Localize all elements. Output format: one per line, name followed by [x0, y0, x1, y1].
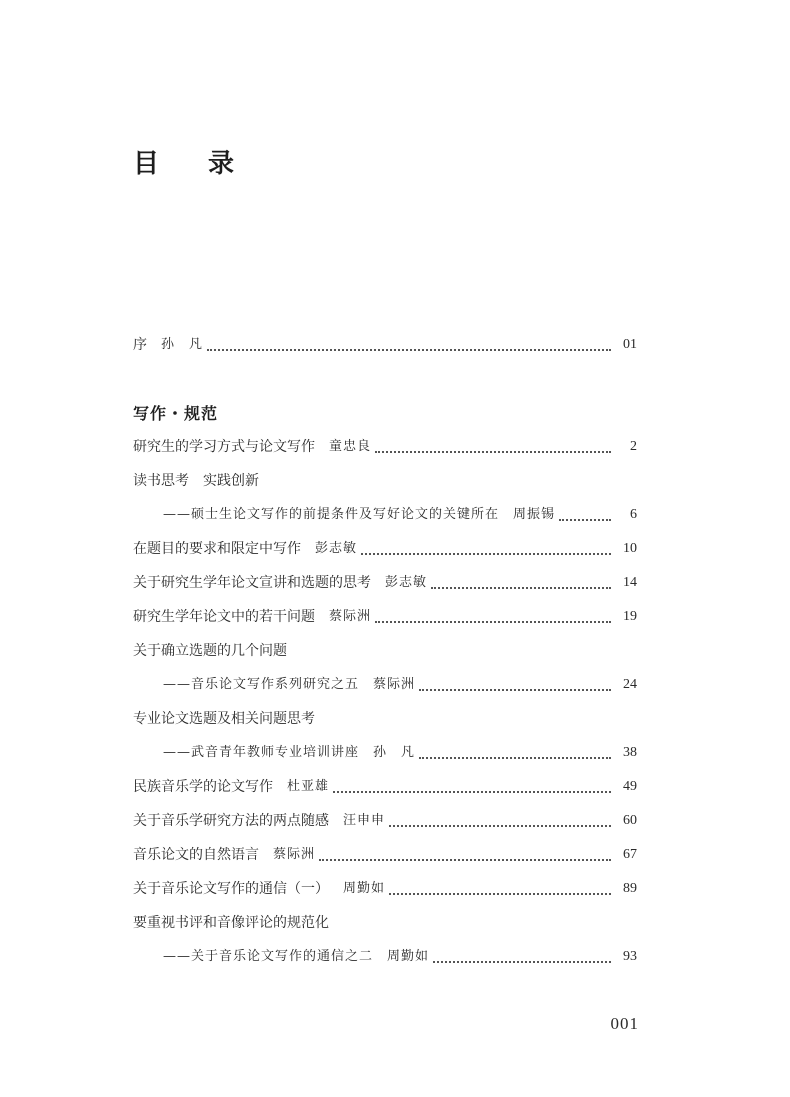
dot-leader — [319, 859, 611, 861]
entry-subtitle: ——武音青年教师专业培训讲座 — [163, 745, 360, 760]
dot-leader — [375, 621, 611, 623]
entry-author: 彭志敏 — [315, 541, 358, 556]
entry-author: 蔡际洲 — [329, 609, 372, 624]
entry-title[interactable]: 读书思考 实践创新 — [133, 473, 259, 489]
toc-entry[interactable] — [133, 572, 637, 594]
toc-heading: 目 录 — [133, 149, 255, 179]
entry-subtitle: ——关于音乐论文写作的通信之二 — [163, 949, 374, 964]
entry-author: 周勤如 — [387, 949, 430, 964]
entry-title[interactable]: 要重视书评和音像评论的规范化 — [133, 915, 329, 931]
dot-leader — [389, 893, 611, 895]
toc-entry[interactable] — [163, 674, 637, 696]
toc-entry[interactable] — [133, 776, 637, 798]
entry-title: 在题目的要求和限定中写作 — [133, 541, 301, 557]
entry-page: 19 — [623, 609, 637, 624]
entry-author: 杜亚雄 — [287, 779, 330, 794]
toc-entry[interactable] — [133, 878, 637, 900]
toc-entry[interactable] — [163, 504, 637, 526]
entry-author: 彭志敏 — [385, 575, 428, 590]
entry-author: 周勤如 — [343, 881, 386, 896]
entry-title: 关于音乐论文写作的通信（一） — [133, 881, 329, 897]
entry-title: 研究生的学习方式与论文写作 — [133, 439, 315, 455]
entry-title[interactable]: 专业论文选题及相关问题思考 — [133, 711, 315, 727]
entry-page: 10 — [623, 541, 637, 556]
toc-entry[interactable] — [163, 946, 637, 968]
toc-entry[interactable] — [133, 606, 637, 628]
entry-page: 01 — [623, 337, 637, 352]
entry-page: 24 — [623, 677, 637, 692]
toc-entry[interactable] — [133, 436, 637, 458]
dot-leader — [559, 519, 611, 521]
entry-page: 49 — [623, 779, 637, 794]
entry-page: 60 — [623, 813, 637, 828]
entry-page: 93 — [623, 949, 637, 964]
entry-title[interactable]: 关于确立选题的几个问题 — [133, 643, 287, 659]
toc-entry-preface[interactable] — [133, 334, 637, 356]
entry-author: 周振锡 — [513, 507, 556, 522]
dot-leader — [361, 553, 611, 555]
entry-title: 音乐论文的自然语言 — [133, 847, 259, 863]
dot-leader — [207, 349, 611, 351]
entry-author: 孙 凡 — [373, 745, 416, 760]
entry-page: 67 — [623, 847, 637, 862]
entry-subtitle: ——音乐论文写作系列研究之五 — [163, 677, 360, 692]
toc-entry[interactable] — [133, 810, 637, 832]
toc-entry[interactable] — [133, 538, 637, 560]
entry-title: 研究生学年论文中的若干问题 — [133, 609, 315, 625]
entry-author: 蔡际洲 — [273, 847, 316, 862]
toc-entry[interactable] — [133, 844, 637, 866]
toc-entry[interactable] — [163, 742, 637, 764]
dot-leader — [375, 451, 611, 453]
entry-page: 6 — [630, 507, 637, 522]
entry-page: 38 — [623, 745, 637, 760]
dot-leader — [419, 757, 611, 759]
entry-title: 关于研究生学年论文宣讲和选题的思考 — [133, 575, 371, 591]
dot-leader — [389, 825, 611, 827]
dot-leader — [419, 689, 611, 691]
entry-title: 序 — [133, 337, 147, 353]
dot-leader — [333, 791, 611, 793]
entry-author: 童忠良 — [329, 439, 372, 454]
entry-page: 2 — [630, 439, 637, 454]
page-number: 001 — [610, 1014, 639, 1033]
dot-leader — [431, 587, 611, 589]
entry-title: 关于音乐学研究方法的两点随感 — [133, 813, 329, 829]
section-heading: 写作・规范 — [133, 404, 219, 423]
entry-author: 蔡际洲 — [373, 677, 416, 692]
entry-page: 14 — [623, 575, 637, 590]
entry-subtitle: ——硕士生论文写作的前提条件及写好论文的关键所在 — [163, 507, 500, 522]
entry-page: 89 — [623, 881, 637, 896]
entry-title: 民族音乐学的论文写作 — [133, 779, 273, 795]
dot-leader — [433, 961, 611, 963]
entry-author: 孙 凡 — [161, 337, 204, 352]
entry-author: 汪申申 — [343, 813, 386, 828]
